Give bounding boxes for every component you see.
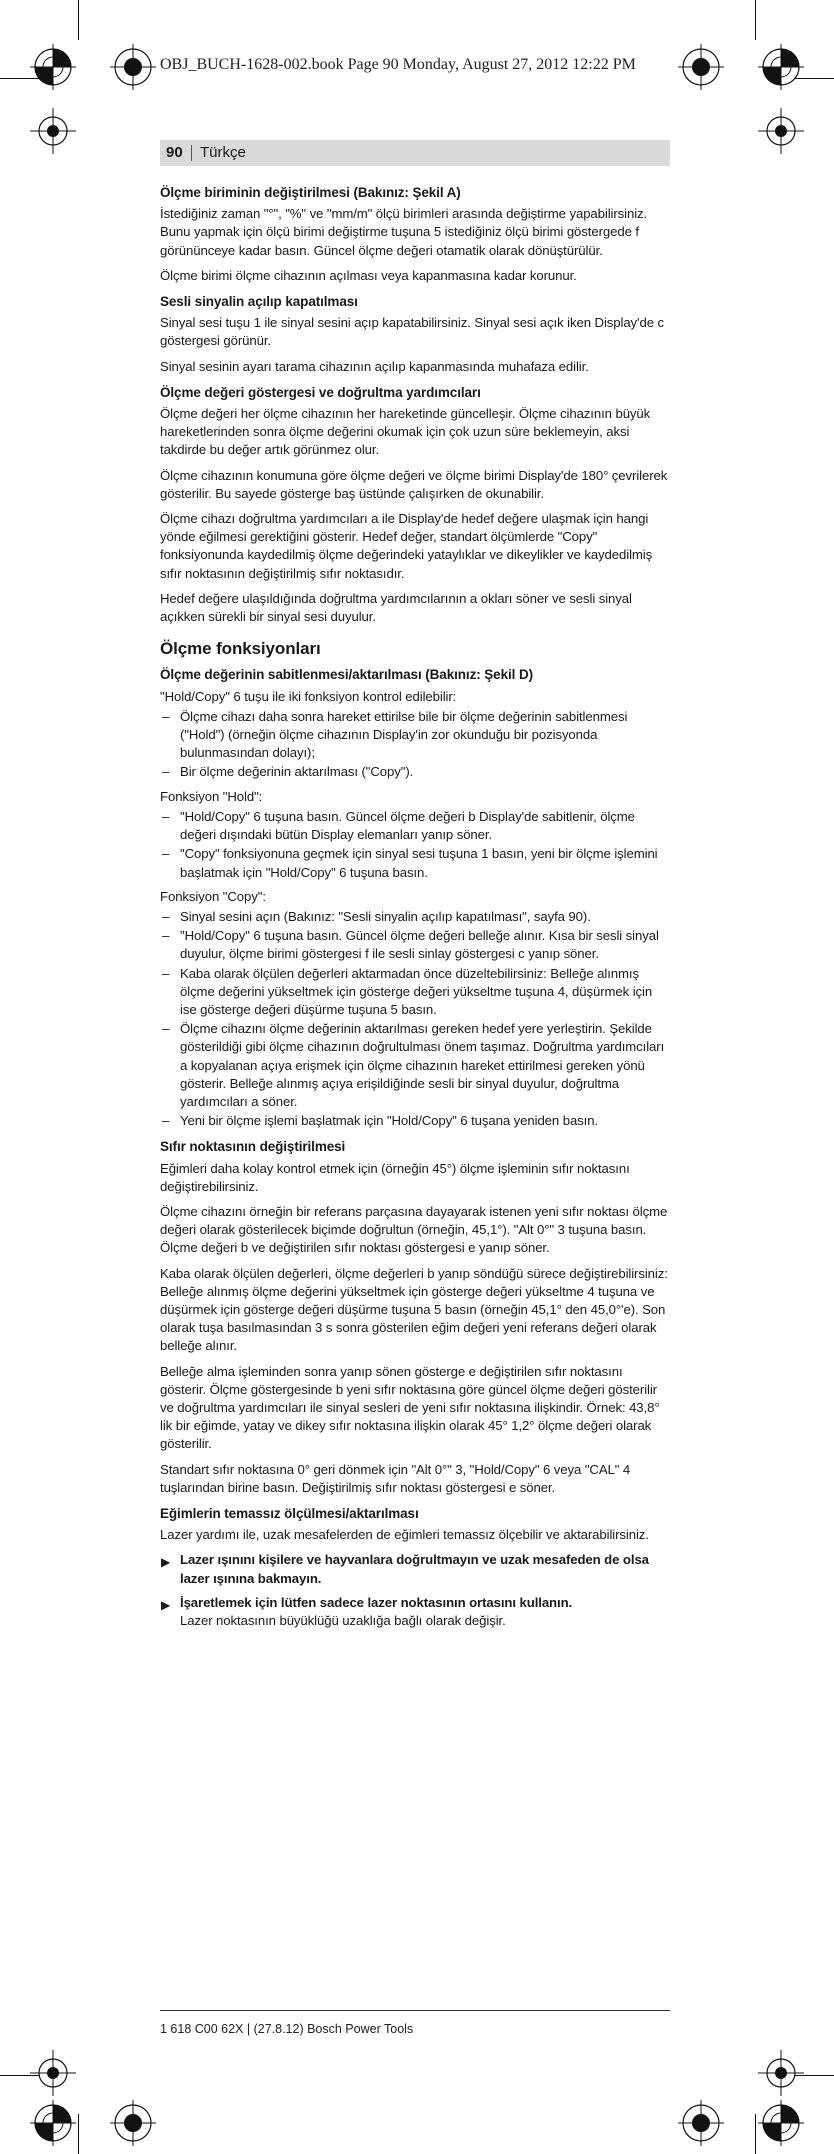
- registration-mark-icon: [678, 44, 724, 90]
- paragraph: Standart sıfır noktasına 0° geri dönmek için "Alt 0°" 3, "Hold/Copy" 6 veya "CAL" 4 tuşlarından birine basın. Değiştirilmiş sıfır noktası göstergesi e söner.: [160, 1461, 631, 1495]
- list-item: – Yeni bir ölçme işlemi başlatmak için "Hold/Copy" 6 tuşana yeniden basın.: [160, 1112, 670, 1130]
- registration-mark-icon: [110, 44, 156, 90]
- paragraph: "Hold/Copy" 6 tuşu ile iki fonksiyon kontrol edilebilir:: [160, 688, 457, 704]
- registration-mark-icon: [758, 2050, 804, 2096]
- registration-mark-icon: [30, 108, 76, 154]
- list-item: – Kaba olarak ölçülen değerleri aktarmadan önce düzeltebilirsiniz: Belleğe alınmış ölçme değerini yükseltmek için gösterge değeri yükseltme tuşuna 4, düşürmek için ise gösterge değeri düşürme tuşuna 5 basın.: [160, 965, 670, 1020]
- paragraph: Lazer yardımı ile, uzak mesafelerden de eğimleri temassız ölçebilir ve aktarabilirsiniz.: [160, 1527, 649, 1543]
- paragraph: Ölçme değeri her ölçme cihazının her hareketinde güncelleşir. Ölçme cihazının büyük hareketlerinden sonra ölçme değerini okumak için çok uzun süre beklemeyin, aksi takdirde bu değer artık görünmez olur.: [160, 406, 651, 458]
- page-number: 90: [166, 144, 183, 161]
- function-label: Fonksiyon "Copy":: [160, 888, 266, 904]
- section-heading: Sıfır noktasının değiştirilmesi: [160, 1139, 346, 1155]
- paragraph: Sinyal sesi tuşu 1 ile sinyal sesini açıp kapatabilirsiniz. Sinyal sesi açık iken Display'de c göstergesi görünür.: [160, 315, 664, 349]
- list-item: – "Copy" fonksiyonuna geçmek için sinyal sesi tuşuna 1 basın, yeni bir ölçme işlemini başlatmak için "Hold/Copy" 6 tuşuna basın.: [160, 845, 670, 881]
- list-item: – "Hold/Copy" 6 tuşuna basın. Güncel ölçme değeri belleğe alınır. Kısa bir sesli sinyal duyulur, ölçme birimi göstergesi f ile sesli sinlay göstergesi c yanıp söner.: [160, 927, 670, 963]
- registration-mark-icon: [30, 2050, 76, 2096]
- paragraph: Belleğe alma işleminden sonra yanıp sönen gösterge e değiştirilen sıfır noktasını gösterir. Ölçme göstergesinde b yeni sıfır noktasına göre güncel ölçme değeri gösterilir ve doğrultma yardımcıları ile sinyal sesleri de yeni sıfır noktasına ilişkindir. Örnek: 43,8° lik bir eğimde, yatay ve dikey sıfır noktasına ilişkin olarak 45° 1,2° ölçme değeri olarak gösterilir.: [160, 1363, 660, 1452]
- page-footer: 1 618 C00 62X | (27.8.12) Bosch Power Tools: [160, 2022, 414, 2036]
- crop-mark: [78, 0, 79, 40]
- page-header: [160, 140, 670, 166]
- paragraph: Eğimleri daha kolay kontrol etmek için (örneğin 45°) ölçme işleminin sıfır noktasını değiştirebilirsiniz.: [160, 1160, 630, 1194]
- registration-mark-icon: [758, 44, 804, 90]
- registration-mark-icon: [30, 2100, 76, 2146]
- page-content: [160, 176, 670, 1636]
- paragraph: Sinyal sesinin ayarı tarama cihazının açılıp kapanmasında muhafaza edilir.: [160, 358, 589, 374]
- list-item: – Bir ölçme değerinin aktarılması ("Copy").: [160, 763, 670, 781]
- warning-arrow-icon: ▶: [161, 1555, 171, 1570]
- warning-text: İşaretlemek için lütfen sadece lazer noktasının ortasını kullanın.: [180, 1594, 573, 1610]
- paragraph: Ölçme cihazı doğrultma yardımcıları a ile Display'de hedef değere ulaşmak için hangi yönde eğilmesi gerektiğini gösterir. Hedef değer, standart ölçümlerde "Copy" fonksiyonunda kaydedilmiş ölçme değerindeki yataylıklar ve dikeylikler ve kaydedilmiş sıfır noktasının değiştirilmiş sıfır noktasıdır.: [160, 511, 653, 581]
- paragraph: Hedef değere ulaşıldığında doğrultma yardımcılarının a okları söner ve sesli sinyal açıkken sürekli bir sinyal sesi duyulur.: [160, 590, 632, 625]
- section-heading: Ölçme değeri göstergesi ve doğrultma yardımcıları: [160, 384, 481, 400]
- print-slug: OBJ_BUCH-1628-002.book Page 90 Monday, August 27, 2012 12:22 PM: [160, 56, 636, 73]
- section-heading: Eğimlerin temassız ölçülmesi/aktarılması: [160, 1506, 419, 1521]
- paragraph: İstediğiniz zaman "°", "%" ve "mm/m" ölçü birimleri arasında değiştirme yapabilirsiniz. Bunu yapmak için ölçü birimi değiştirme tuşuna 5 istediğiniz ölçü birimi göstergede f görününceye kadar basın. Güncel ölçme değeri otamatik olarak dönüştürülür.: [160, 206, 648, 258]
- header-divider: [191, 145, 192, 161]
- dash-list: [160, 908, 670, 1130]
- paragraph: Ölçme cihazını örneğin bir referans parçasına dayayarak istenen yeni sıfır noktası ölçme değeri olarak gösterilecek biçimde doğrultun (örneğin, 45,1°). "Alt 0°" 3 tuşuna basın. Ölçme değeri b ve değiştirilen sıfır noktası göstergesi e yanıp söner.: [160, 1203, 668, 1256]
- registration-mark-icon: [30, 44, 76, 90]
- main-heading: Ölçme fonksiyonları: [160, 639, 321, 659]
- list-item: – Ölçme cihazı daha sonra hareket ettirilse bile bir ölçme değerinin sabitlenmesi ("Hold") (örneğin ölçme cihazının Display'in zor okunduğu bir pozisyonda bulunmasından dolayı);: [160, 708, 670, 763]
- list-item: – Sinyal sesini açın (Bakınız: "Sesli sinyalin açılıp kapatılması", sayfa 90).: [160, 908, 670, 926]
- registration-mark-icon: [758, 108, 804, 154]
- function-label: Fonksiyon "Hold":: [160, 788, 263, 804]
- paragraph: Ölçme birimi ölçme cihazının açılması veya kapanmasına kadar korunur.: [160, 267, 577, 283]
- dash-list: [160, 708, 670, 782]
- warning-arrow-icon: ▶: [161, 1597, 171, 1612]
- list-item: – "Hold/Copy" 6 tuşuna basın. Güncel ölçme değeri b Display'de sabitlenir, ölçme değeri dışındaki bütün Display elemanları yanıp söner.: [160, 808, 670, 844]
- language-label: Türkçe: [200, 144, 246, 161]
- safety-warning: [160, 1551, 670, 1587]
- section-heading: Sesli sinyalin açılıp kapatılması: [160, 294, 358, 310]
- registration-mark-icon: [678, 2100, 724, 2146]
- safety-warning: [160, 1594, 670, 1630]
- paragraph: Ölçme cihazının konumuna göre ölçme değeri ve ölçme birimi Display'de 180° çevrilerek gösterilir. Bu sayede gösterge baş üstünde çalışırken de okunabilir.: [160, 467, 668, 501]
- registration-mark-icon: [110, 2100, 156, 2146]
- crop-mark: [755, 0, 756, 40]
- footer-divider: [160, 2010, 670, 2011]
- warning-note: Lazer noktasının büyüklüğü uzaklığa bağlı olarak değişir.: [180, 1613, 506, 1629]
- list-item: – Ölçme cihazını ölçme değerinin aktarılması gereken hedef yere yerleştirin. Şekilde gösterildiği gibi ölçme cihazının doğrultulması önem taşımaz. Doğrultma yardımcıları a kopyalanan açıya erişmek için ölçme cihazının hareket ettirilmesi gereken yönü gösterir. Belleğe alınmış açıya erişildiğinde sesli bir sinyal duyulur, doğrultma yardımcıları a söner.: [160, 1020, 670, 1111]
- crop-mark: [78, 2114, 79, 2154]
- section-heading: Ölçme değerinin sabitlenmesi/aktarılması (Bakınız: Şekil D): [160, 667, 533, 683]
- paragraph: Kaba olarak ölçülen değerleri, ölçme değerleri b yanıp söndüğü sürece değiştirebilirsiniz: Belleğe alınmış ölçme değerini yükseltmek için gösterge değeri yükseltme 4 tuşuna ve düşürmek için gösterge değeri düşürme tuşuna 5 basın (örneğin 45,1° den 45,0°'e). Son olarak tuşa basılmasından 3 s sonra gösterilen eğim değeri yeni referans değeri olarak belleğe alınır.: [160, 1265, 668, 1354]
- section-heading: Ölçme biriminin değiştirilmesi (Bakınız: Şekil A): [160, 185, 461, 200]
- crop-mark: [755, 2114, 756, 2154]
- warning-text: Lazer ışınını kişilere ve hayvanlara doğrultmayın ve uzak mesafeden de olsa lazer ışınına bakmayın.: [180, 1552, 649, 1586]
- registration-mark-icon: [758, 2100, 804, 2146]
- dash-list: [160, 808, 670, 882]
